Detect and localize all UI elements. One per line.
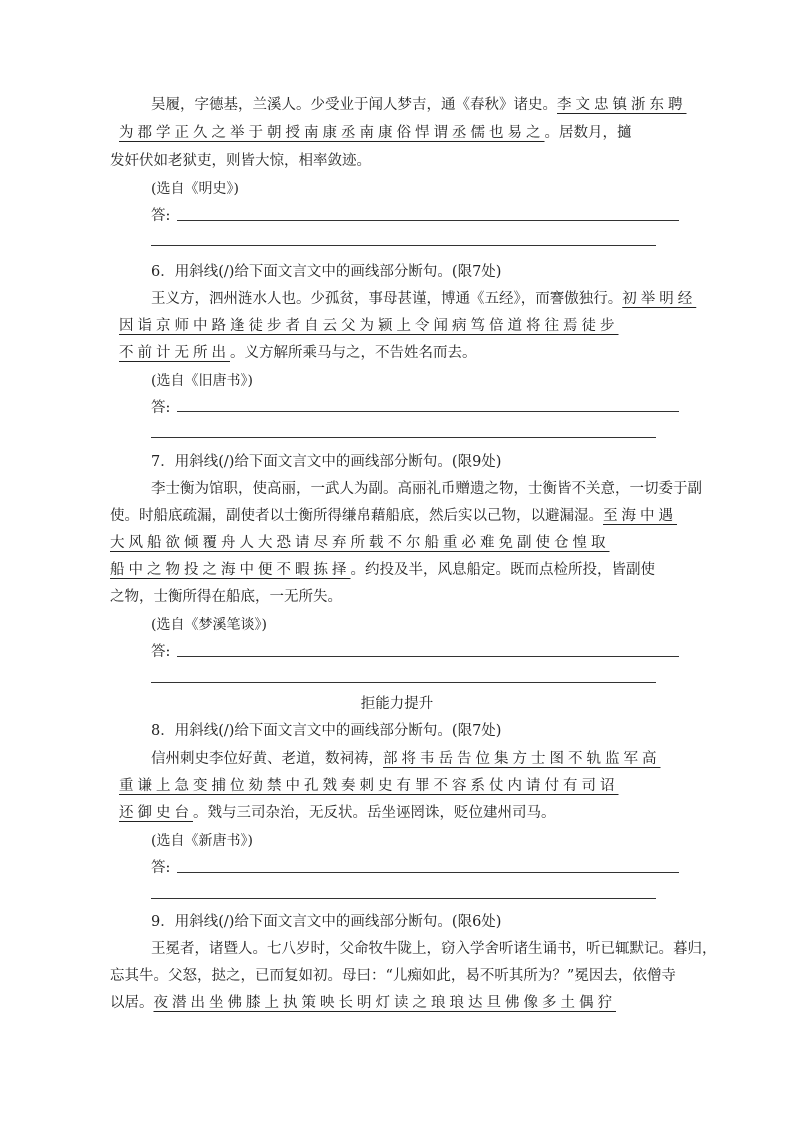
- answer-line[interactable]: [151, 682, 656, 683]
- passage-line: 王冕者，诸暨人。七八岁时，父命牧牛陇上，窃入学舍听诸生诵书，听已辄默记。暮归，: [151, 941, 717, 957]
- passage-line: 以居。夜潜出坐佛膝上执策映长明灯读之琅琅达旦佛像多土偶狞: [110, 995, 616, 1011]
- answer-line[interactable]: [177, 656, 679, 657]
- question-8-title: 8．用斜线(/)给下面文言文中的画线部分断句。(限7处): [151, 723, 502, 739]
- answer-line[interactable]: [151, 245, 656, 246]
- passage-line: 因诣京师中路逢徒步者自云父为颍上令闻病笃倍道将往焉徒步: [119, 318, 619, 334]
- passage-line: 重谦上急变捕位劾禁中孔戣奏刺史有罪不容系仗内请付有司诏: [119, 778, 619, 794]
- passage-line: 吴履，字德基，兰溪人。少受业于闻人梦吉，通《春秋》诸史。李文忠镇浙东聘: [151, 97, 687, 113]
- source-citation: (选自《旧唐书》): [151, 373, 253, 389]
- passage-line: 船中之物投之海中便不暇拣择。约投及半，风息船定。既而点检所投，皆副使: [110, 562, 655, 578]
- source-citation: (选自《新唐书》): [151, 833, 253, 849]
- answer-line[interactable]: [151, 898, 656, 899]
- answer-line[interactable]: [151, 437, 656, 438]
- passage-line: 使。时船底疏漏，副使者以士衡所得缣帛藉船底，然后实以己物，以避漏湿。至海中遇: [110, 508, 677, 524]
- passage-line: 李士衡为馆职，使高丽，一武人为副。高丽礼币赠遗之物，士衡皆不关意，一切委于副: [151, 481, 702, 497]
- passage-line: 不前计无所出。义方解所乘马与之，不告姓名而去。: [119, 345, 477, 361]
- question-6-title: 6．用斜线(/)给下面文言文中的画线部分断句。(限7处): [151, 264, 502, 280]
- answer-line[interactable]: [177, 411, 679, 412]
- answer-line[interactable]: [177, 220, 679, 221]
- answer-label: 答:: [151, 644, 171, 660]
- question-7-title: 7．用斜线(/)给下面文言文中的画线部分断句。(限9处): [151, 454, 502, 470]
- passage-line: 还御史台。戣与三司杂治，无反状。岳坐诬罔诛，贬位建州司马。: [119, 805, 556, 821]
- section-heading: 拒能力提升: [360, 696, 434, 712]
- answer-label: 答:: [151, 208, 171, 224]
- passage-line: 信州刺史李位好黄、老道，数祠祷，部将韦岳告位集方士图不轨监军高: [151, 751, 661, 767]
- source-citation: (选自《梦溪笔谈》): [151, 617, 267, 633]
- answer-line[interactable]: [177, 872, 679, 873]
- answer-label: 答:: [151, 860, 171, 876]
- passage-line: 忘其牛。父怒，挞之，已而复如初。母曰：“儿痴如此，曷不听其所为？”冕因去，依僧寺: [110, 968, 676, 984]
- question-9-title: 9．用斜线(/)给下面文言文中的画线部分断句。(限6处): [151, 914, 502, 930]
- passage-line: 大风船欲倾覆舟人大恐请尽弃所载不尔船重必难免副使仓惶取: [110, 535, 610, 551]
- source-citation: (选自《明史》): [151, 181, 239, 197]
- answer-label: 答:: [151, 400, 171, 416]
- passage-line: 王义方，泗州涟水人也。少孤贫，事母甚谨，博通《五经》，而謇傲独行。初举明经: [151, 291, 697, 307]
- passage-line: 发奸伏如老狱吏，则皆大惊，相率敛迹。: [110, 153, 371, 169]
- passage-line: 为郡学正久之举于朝授南康丞南康俗悍谓丞儒也易之。居数月，擿: [119, 125, 632, 141]
- passage-line: 之物，士衡所得在船底，一无所失。: [110, 589, 342, 605]
